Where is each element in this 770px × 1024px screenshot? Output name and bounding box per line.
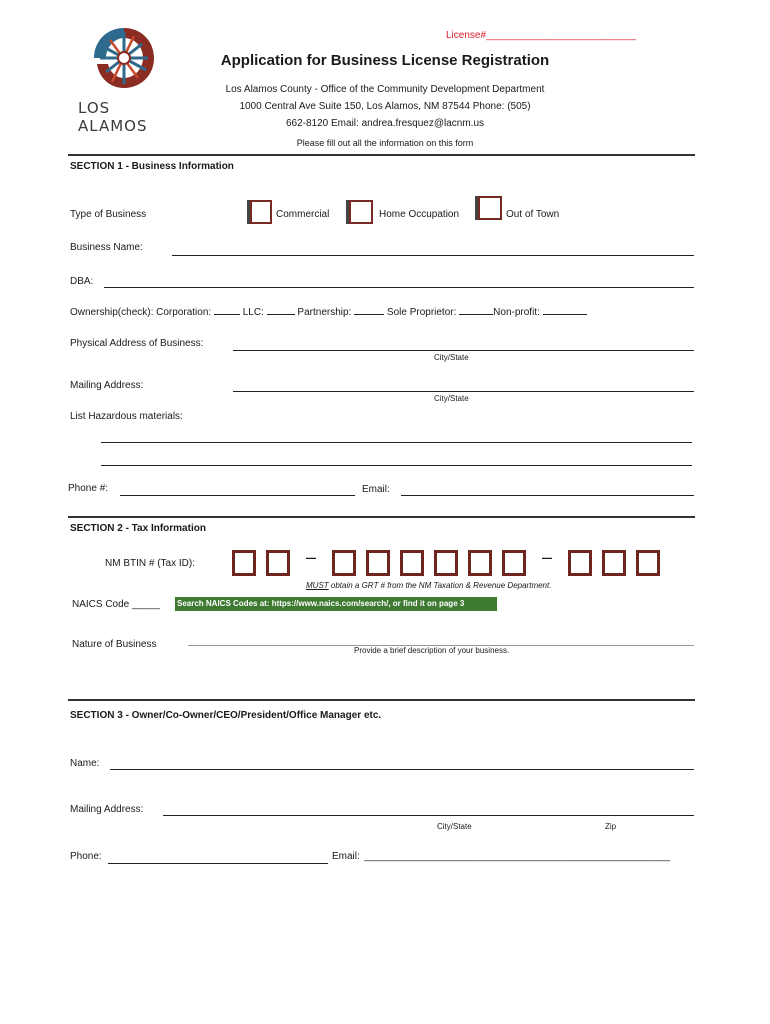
license-number-field[interactable] [446,30,636,41]
grt-notice [306,581,551,590]
out-of-town-label: Out of Town [506,209,560,220]
page-title: Application for Business License Registration [220,52,550,69]
los-alamos-logo [76,26,176,135]
section1-title: SECTION 1 - Business Information [70,161,234,172]
btin-box-2[interactable] [266,550,290,576]
business-name-label: Business Name: [70,242,143,253]
email-input[interactable] [401,481,694,496]
commercial-checkbox[interactable] [250,200,272,224]
owner-mailing-input[interactable] [163,801,694,816]
nonprofit-label: Non-profit: [493,307,540,318]
grt-notice-text: obtain a GRT # from the NM Taxation & Revenue Department. [328,581,552,590]
nonprofit-blank[interactable] [543,314,587,315]
home-occupation-checkbox[interactable] [349,200,373,224]
business-name-input[interactable] [172,241,694,256]
btin-box-8[interactable] [502,550,526,576]
btin-dash-1: – [306,547,317,567]
grt-must: MUST [306,581,329,590]
sole-proprietor-blank[interactable] [459,314,493,315]
header-divider [68,154,695,156]
btin-box-9[interactable] [568,550,592,576]
logo-text: LOS ALAMOS [78,99,148,135]
license-label: License# [446,30,487,41]
los-alamos-logo-mark [76,26,176,96]
owner-email-blank[interactable]: _______________________________________________________ [364,851,670,862]
hazardous-materials-input-1[interactable] [101,428,692,443]
llc-blank[interactable] [267,314,295,315]
license-blank: ___________________________ [486,30,637,41]
address-line-3: 662-8120 Email: andrea.fresquez@lacnm.us [285,118,485,129]
btin-label: NM BTIN # (Tax ID): [105,558,196,569]
physical-address-label: Physical Address of Business: [70,338,204,349]
section1-divider [68,516,695,518]
physical-address-input[interactable] [233,336,694,351]
ownership-label: Ownership(check): Corporation: [70,307,212,318]
home-occupation-label: Home Occupation [379,209,460,220]
phone-label: Phone #: [68,483,109,494]
mailing-address-input[interactable] [233,377,694,392]
partnership-blank[interactable] [354,314,384,315]
btin-box-5[interactable] [400,550,424,576]
commercial-label: Commercial [276,209,330,220]
llc-label: LLC: [242,307,264,318]
nature-of-business-input[interactable] [188,631,694,646]
nature-of-business-label: Nature of Business [72,639,157,650]
mailing-city-state-hint: City/State [434,394,469,403]
form-instruction: Please fill out all the information on this form [296,138,474,148]
naics-code-label: NAICS Code _____ [72,599,160,610]
mailing-address-label: Mailing Address: [70,380,144,391]
btin-box-4[interactable] [366,550,390,576]
address-line-1: Los Alamos County - Office of the Community Development Department [225,84,545,95]
nature-hint: Provide a brief description of your business. [354,646,510,655]
owner-phone-label: Phone: [70,851,102,862]
type-of-business-label: Type of Business [70,209,147,220]
sole-proprietor-label: Sole Proprietor: [386,307,457,318]
owner-phone-input[interactable] [108,849,328,864]
owner-name-input[interactable] [110,755,694,770]
corporation-blank[interactable] [214,314,240,315]
btin-box-7[interactable] [468,550,492,576]
btin-box-11[interactable] [636,550,660,576]
section3-title: SECTION 3 - Owner/Co-Owner/CEO/President/Office Manager etc. [70,710,382,721]
email-label: Email: [362,484,390,495]
owner-zip-hint: Zip [605,822,617,831]
owner-mailing-label: Mailing Address: [70,804,144,815]
dba-input[interactable] [104,273,694,288]
partnership-label: Partnership: [297,307,352,318]
btin-dash-2: – [542,547,553,567]
physical-city-state-hint: City/State [434,353,469,362]
btin-box-3[interactable] [332,550,356,576]
owner-name-label: Name: [70,758,100,769]
btin-box-6[interactable] [434,550,458,576]
hazardous-materials-label: List Hazardous materials: [70,411,183,422]
section2-title: SECTION 2 - Tax Information [70,523,206,534]
owner-city-state-hint: City/State [437,822,472,831]
ownership-row [70,307,587,318]
address-line-2: 1000 Central Ave Suite 150, Los Alamos, NM 87544 Phone: (505) [239,101,531,112]
btin-box-10[interactable] [602,550,626,576]
owner-email-label: Email: [332,851,360,862]
btin-box-1[interactable] [232,550,256,576]
dba-label: DBA: [70,276,94,287]
hazardous-materials-input-2[interactable] [101,451,692,466]
phone-input[interactable] [120,481,355,496]
naics-search-link[interactable]: Search NAICS Codes at: https://www.naics.com/search/, or find it on page 3 [175,597,497,611]
out-of-town-checkbox[interactable] [478,196,502,220]
section2-divider [68,699,695,701]
